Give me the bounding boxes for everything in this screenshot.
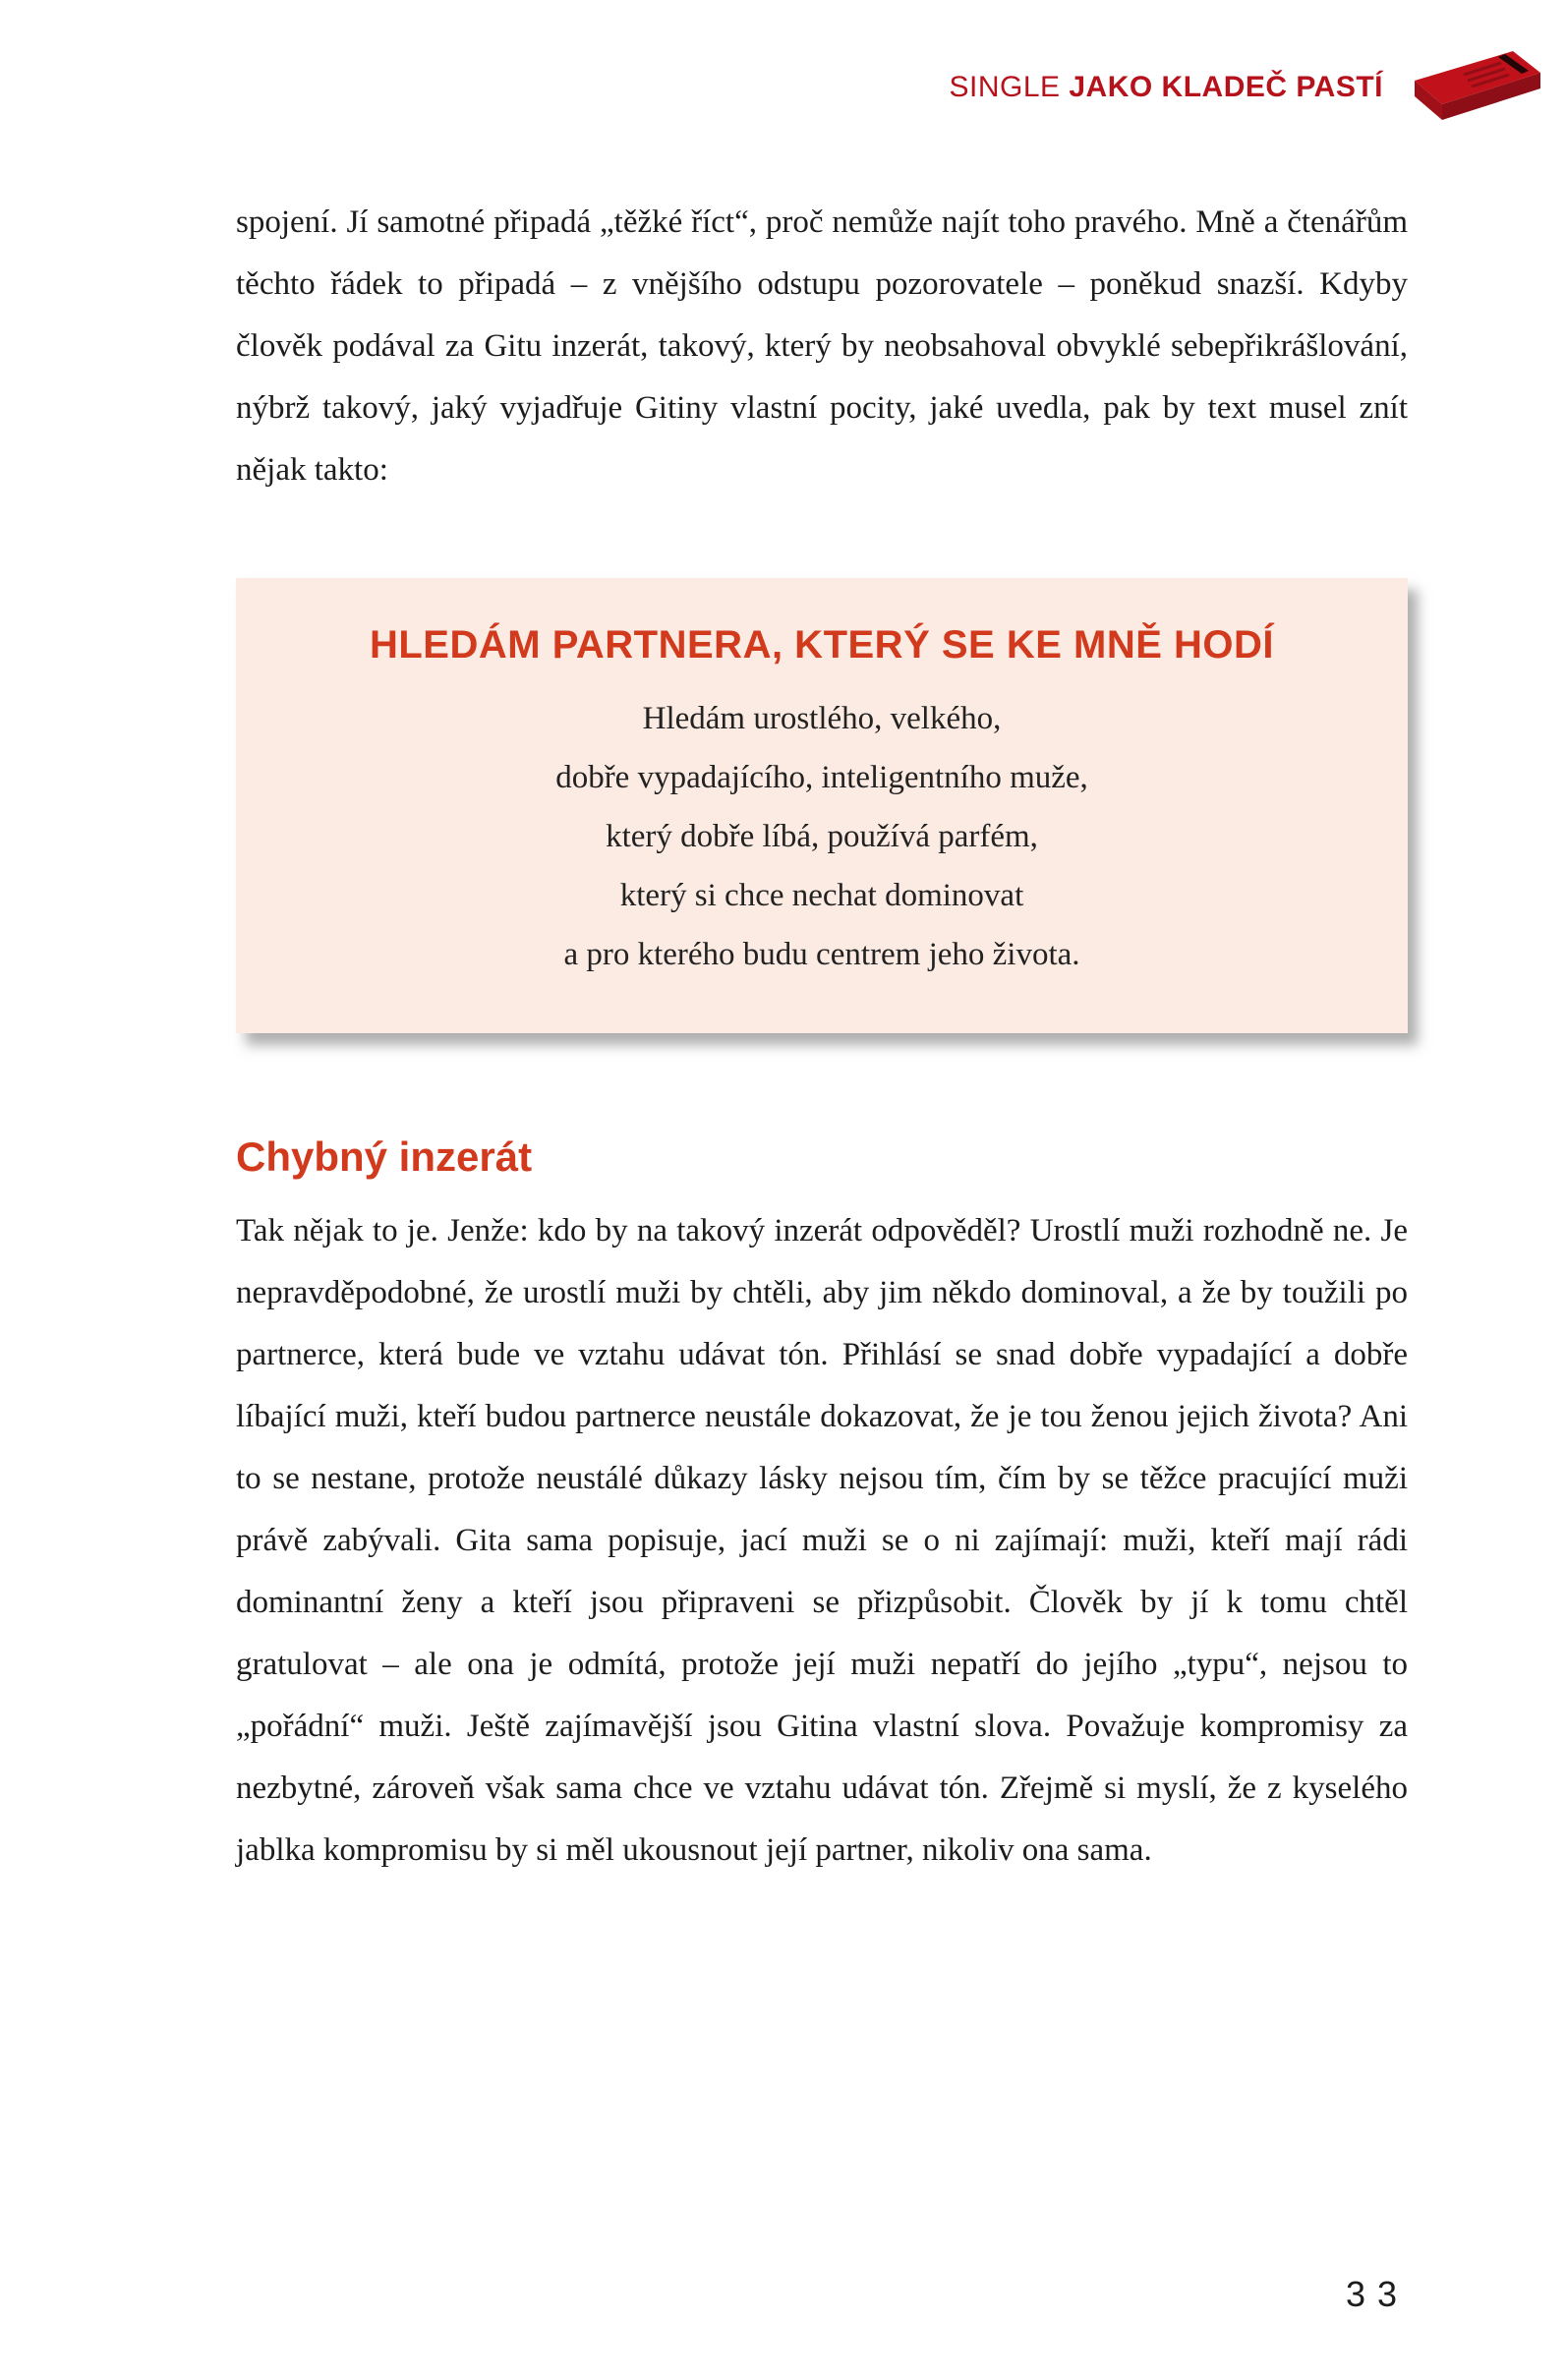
- personal-ad-box: [236, 578, 1408, 1033]
- section-heading: Chybný inzerát: [236, 1133, 533, 1180]
- ad-box-line: a pro kterého budu centrem jeho života.: [563, 937, 1080, 972]
- section-paragraph: Tak nějak to je. Jenže: kdo by na takový inzerát odpověděl? Urostlí muži rozhodně ne. Je nepravděpodobné, že urostlí muži by chtěli, aby jim někdo dominoval, a že by toužili po partnerce, která bude ve vztahu udávat tón. Přihlásí se snad dobře vypadající a dobře líbající muži, kteří budou partnerce neustále dokazovat, že je tou ženou jejich života? Ani to se nestane, protože neustálé důkazy lásky nejsou tím, čím by se těžce pracující muži právě zabývali. Gita sama popisuje, jací muži se o ni zajímají: muži, kteří mají rádi dominantní ženy a kteří jsou připraveni se přizpůsobit. Člověk by jí k tomu chtěl gratulovat – ale ona je odmítá, protože její muži nepatří do jejího „typu“, nejsou to „pořádní“ muži. Ještě zajímavější jsou Gitina vlastní slova. Považuje kompromisy za nezbytné, zároveň však sama chce ve vztahu udávat tón. Zřejmě si myslí, že z kyselého jablka kompromisu by si měl ukousnout její partner, nikoliv ona sama.: [236, 1213, 1408, 1868]
- ad-box-title: HLEDÁM PARTNERA, KTERÝ SE KE MNĚ HODÍ: [369, 623, 1275, 667]
- running-head: [897, 37, 1383, 138]
- ad-box-line: Hledám urostlého, velkého,: [642, 701, 1002, 736]
- running-head-regular: SINGLE: [949, 71, 1070, 103]
- ad-box-line: který dobře líbá, používá parfém,: [606, 819, 1038, 854]
- ad-box-line: který si chce nechat dominovat: [619, 878, 1024, 913]
- running-head-bold: JAKO KLADEČ PASTÍ: [1069, 71, 1383, 103]
- mousetrap-icon: [1407, 47, 1546, 128]
- page-content: [236, 192, 1408, 1882]
- ad-box-line: dobře vypadajícího, inteligentního muže,: [555, 760, 1088, 795]
- page-number: 33: [1345, 2274, 1409, 2314]
- page-header: [0, 37, 1546, 138]
- intro-paragraph: spojení. Jí samotné připadá „těžké říct“, proč nemůže najít toho pravého. Mně a čtenářům těchto řádek to připadá – z vnějšího odstupu pozorovatele – poněkud snazší. Kdyby člověk podával za Gitu inzerát, takový, který by neobsahoval obvyklé sebepřikrášlování, nýbrž takový, jaký vyjadřuje Gitiny vlastní pocity, jaké uvedla, pak by text musel znít nějak takto:: [236, 204, 1408, 488]
